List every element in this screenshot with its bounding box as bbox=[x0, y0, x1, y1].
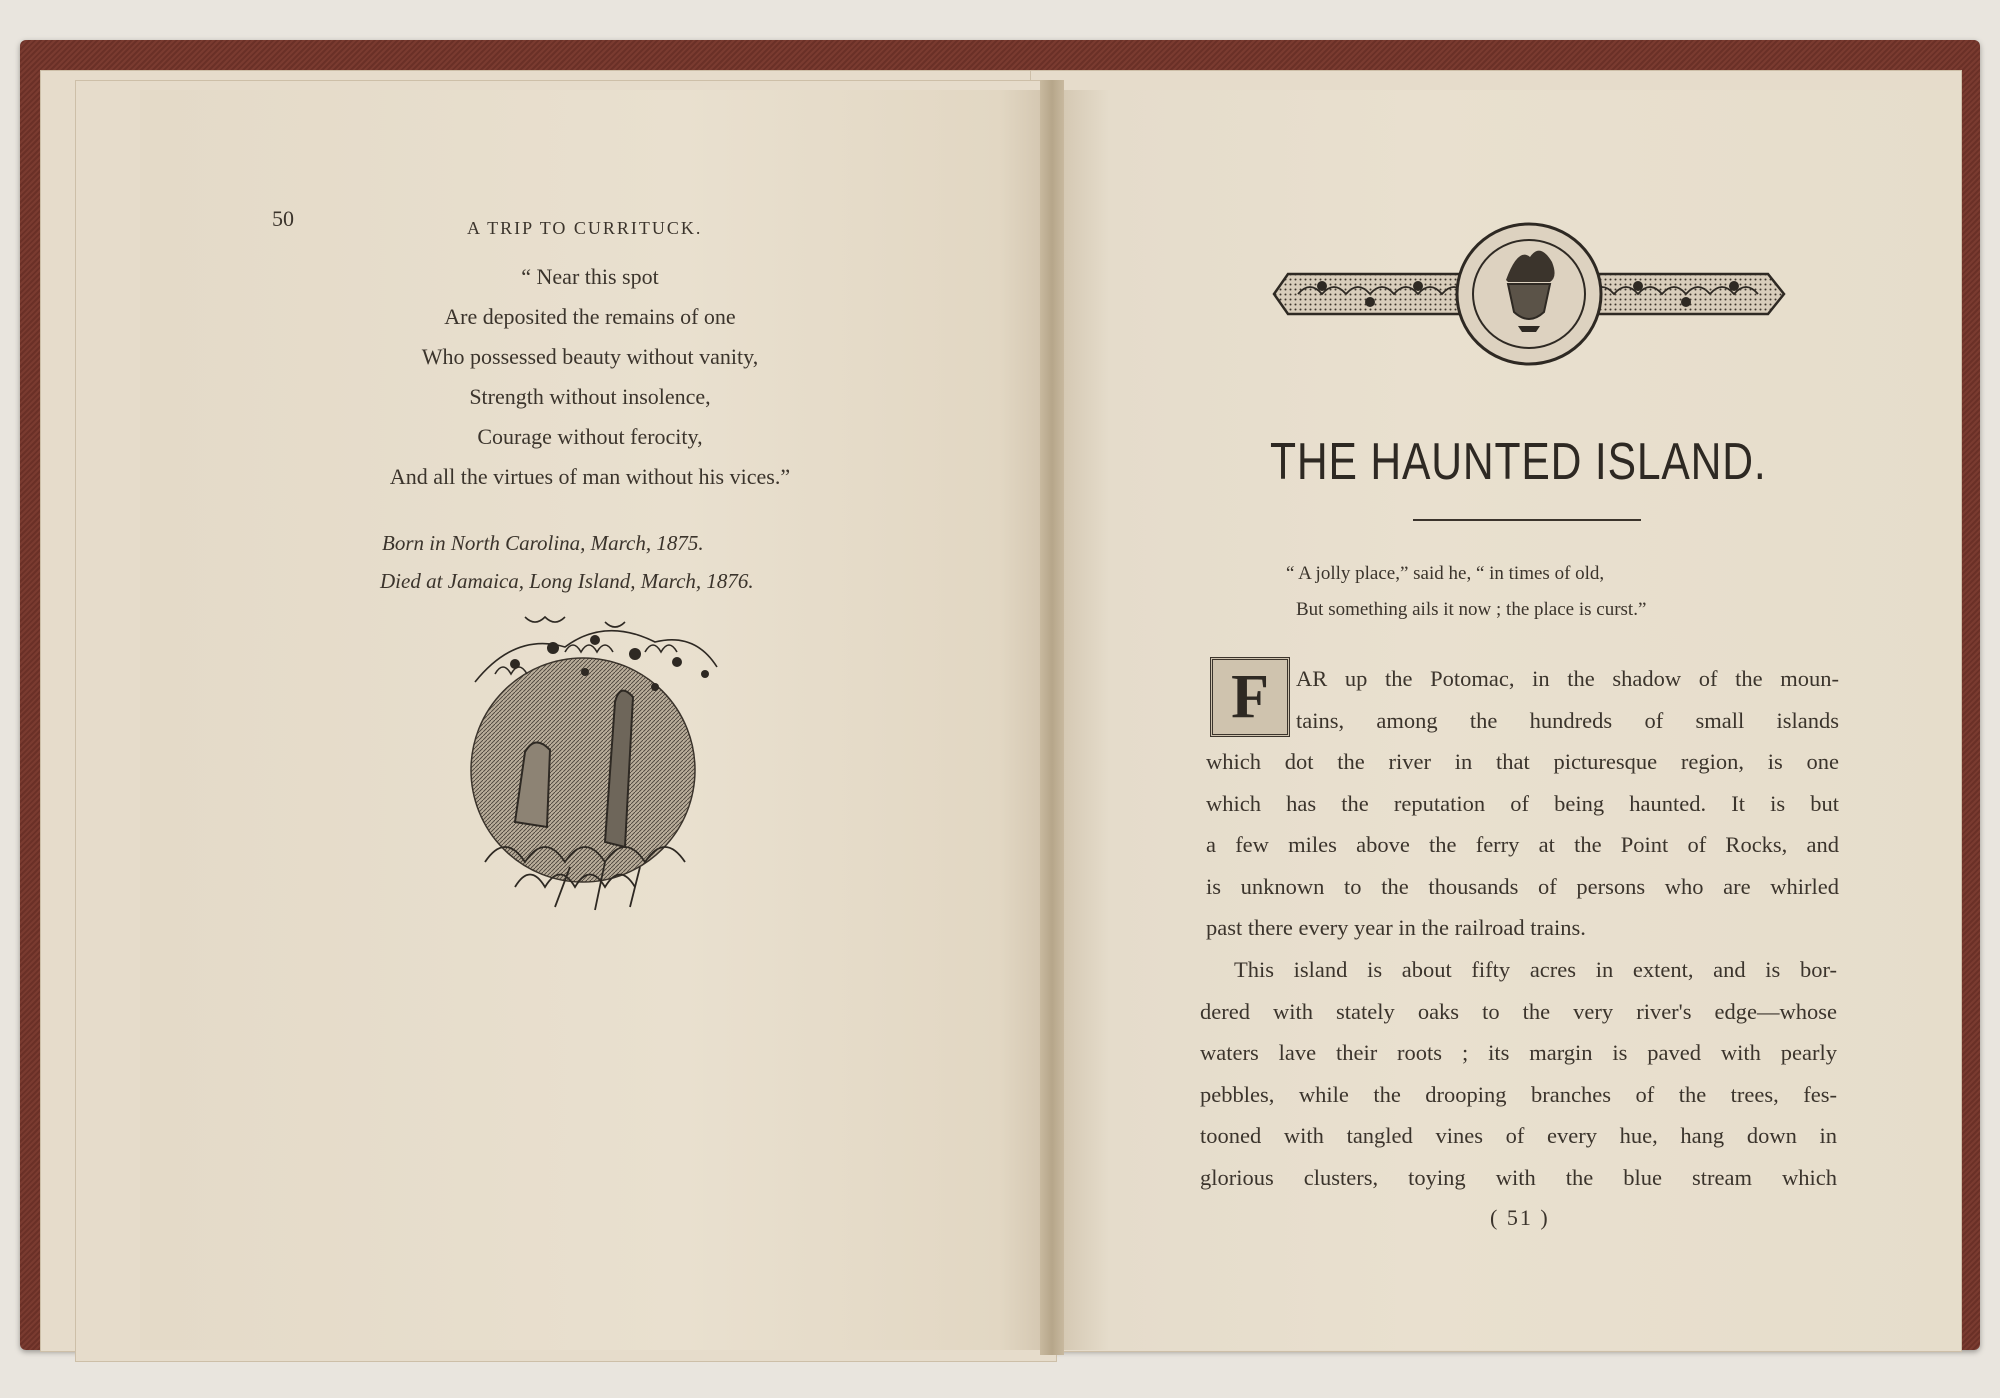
book-gutter bbox=[1040, 80, 1064, 1355]
text-line: which has the reputation of being haunted. It is but bbox=[1206, 790, 1839, 816]
text-line: glorious clusters, toying with the blue stream which bbox=[1200, 1164, 1837, 1190]
text-line: pebbles, while the drooping branches of the trees, fes- bbox=[1200, 1081, 1837, 1107]
text-line: This island is about fifty acres in extent, and is bor- bbox=[1234, 957, 1837, 982]
text-line: past there every year in the railroad trains. bbox=[1206, 915, 1586, 941]
chapter-title: THE HAUNTED ISLAND. bbox=[1270, 433, 1767, 491]
running-head: A TRIP TO CURRITUCK. bbox=[467, 218, 703, 238]
born-line: Born in North Carolina, March, 1875. bbox=[382, 531, 704, 555]
text-line: which dot the river in that picturesque region, is one bbox=[1206, 749, 1839, 774]
text-line: a few miles above the ferry at the Point of Rocks, and bbox=[1206, 832, 1839, 858]
verse-line: And all the virtues of man without his vices.” bbox=[389, 464, 791, 489]
text-line: AR up the Potomac, in the shadow of the moun- bbox=[1296, 666, 1839, 691]
verse-line: Courage without ferocity, bbox=[477, 424, 703, 449]
ornamental-headpiece bbox=[1268, 222, 1790, 372]
drop-cap: F bbox=[1210, 657, 1290, 737]
verse-line: “ Near this spot bbox=[521, 264, 659, 289]
left-page-number: 50 bbox=[272, 206, 294, 231]
verse-line: Are deposited the remains of one bbox=[444, 304, 736, 329]
text-line: tooned with tangled vines of every hue, hang down in bbox=[1200, 1123, 1837, 1149]
text-line: dered with stately oaks to the very river's edge—whose bbox=[1200, 998, 1837, 1024]
died-line: Died at Jamaica, Long Island, March, 1876. bbox=[380, 569, 754, 593]
text-line: is unknown to the thousands of persons who are whirled bbox=[1206, 873, 1839, 899]
paragraph-2 bbox=[1200, 949, 1837, 1199]
right-page-number: ( 51 ) bbox=[1490, 1205, 1550, 1230]
paragraph-1-opening bbox=[1296, 658, 1839, 741]
epitaph-verse bbox=[330, 257, 850, 497]
verse-line: Who possessed beauty without vanity, bbox=[421, 344, 759, 369]
text-line: waters lave their roots ; its margin is paved with pearly bbox=[1200, 1040, 1837, 1066]
title-rule bbox=[1413, 519, 1641, 521]
epigraph-line-2: But something ails it now ; the place is curst.” bbox=[1296, 599, 1647, 620]
verse-line: Strength without insolence, bbox=[469, 384, 711, 409]
grave-vignette-illustration bbox=[455, 612, 735, 912]
text-line: tains, among the hundreds of small islands bbox=[1296, 707, 1839, 733]
epigraph-line-1: “ A jolly place,” said he, “ in times of old, bbox=[1286, 563, 1605, 584]
paragraph-1 bbox=[1206, 741, 1839, 949]
